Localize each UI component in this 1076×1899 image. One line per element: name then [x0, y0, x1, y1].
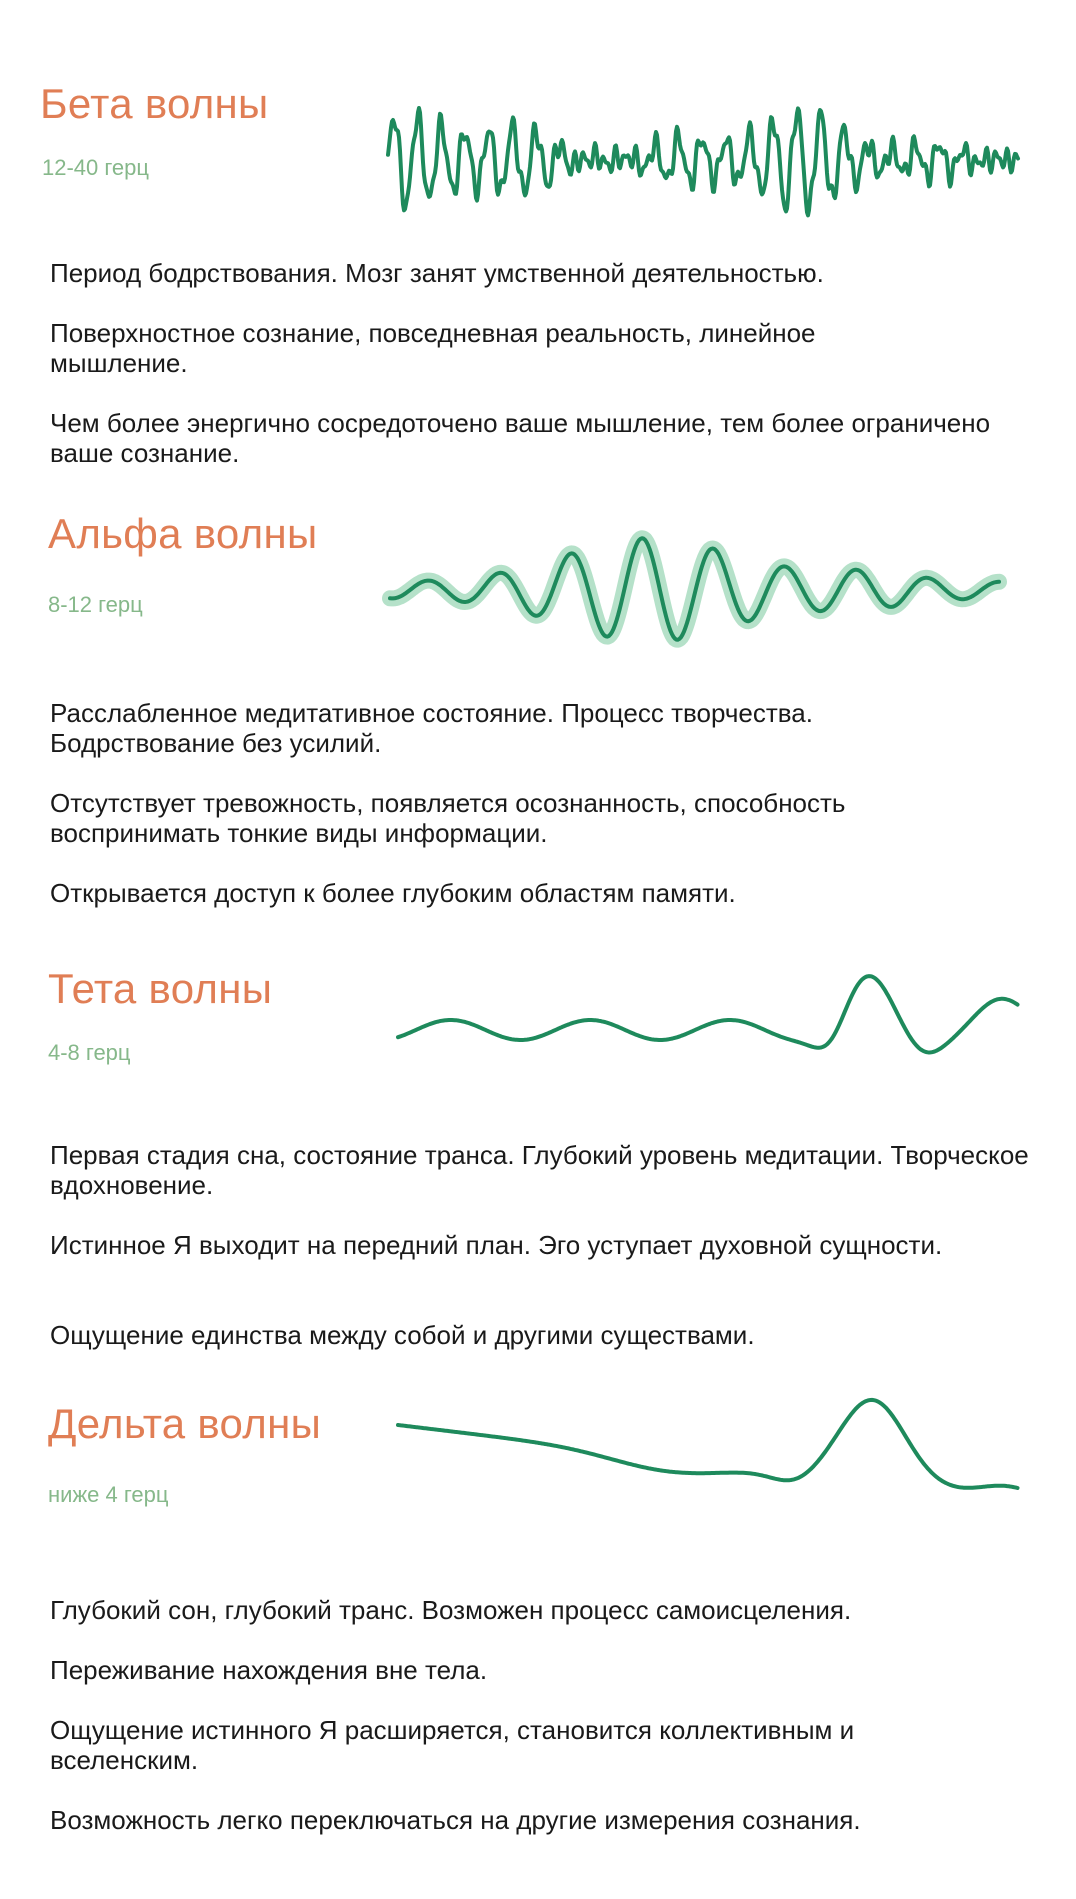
delta-wave-graphic: [398, 1385, 1028, 1525]
frequency-label: 8-12 герц: [48, 592, 143, 617]
description-paragraph: Отсутствует тревожность, появляется осознанность, способность воспринимать тонкие виды информации.: [50, 788, 846, 848]
description-paragraph: Переживание нахождения вне тела.: [50, 1655, 488, 1685]
section-title: Тета волны: [48, 965, 273, 1012]
section-title: Альфа волны: [48, 510, 318, 557]
description-paragraph: Период бодрствования. Мозг занят умственной деятельностью.: [50, 258, 824, 288]
description-paragraph: Расслабленное медитативное состояние. Процесс творчества. Бодрствование без усилий.: [50, 698, 813, 758]
description-paragraph: Открывается доступ к более глубоким областям памяти.: [50, 878, 736, 908]
beta-wave-graphic: [388, 90, 1018, 230]
delta-wave-line: [398, 1400, 1018, 1488]
frequency-label: 4-8 герц: [48, 1040, 131, 1065]
section-title: Дельта волны: [48, 1400, 322, 1447]
alpha-wave-graphic: [390, 520, 1020, 660]
theta-wave-line: [398, 976, 1018, 1052]
frequency-label: 12-40 герц: [42, 155, 149, 180]
theta-wave-graphic: [398, 960, 1028, 1100]
description-paragraph: Ощущение истинного Я расширяется, становится коллективным и вселенским.: [50, 1715, 855, 1775]
description-paragraph: Поверхностное сознание, повседневная реальность, линейное мышление.: [50, 318, 816, 378]
description-paragraph: Истинное Я выходит на передний план. Эго уступает духовной сущности.: [50, 1230, 943, 1260]
description-paragraph: Возможность легко переключаться на другие измерения сознания.: [50, 1805, 861, 1835]
description-paragraph: Чем более энергично сосредоточено ваше мышление, тем более ограничено ваше сознание.: [50, 408, 991, 468]
description-paragraph: Первая стадия сна, состояние транса. Глубокий уровень медитации. Творческое вдохновение.: [50, 1140, 1029, 1200]
description-paragraph: Глубокий сон, глубокий транс. Возможен процесс самоисцеления.: [50, 1595, 852, 1625]
section-title: Бета волны: [40, 80, 269, 127]
frequency-label: ниже 4 герц: [48, 1482, 169, 1507]
beta-wave-line: [388, 108, 1018, 215]
description-paragraph: Ощущение единства между собой и другими существами.: [50, 1320, 755, 1350]
